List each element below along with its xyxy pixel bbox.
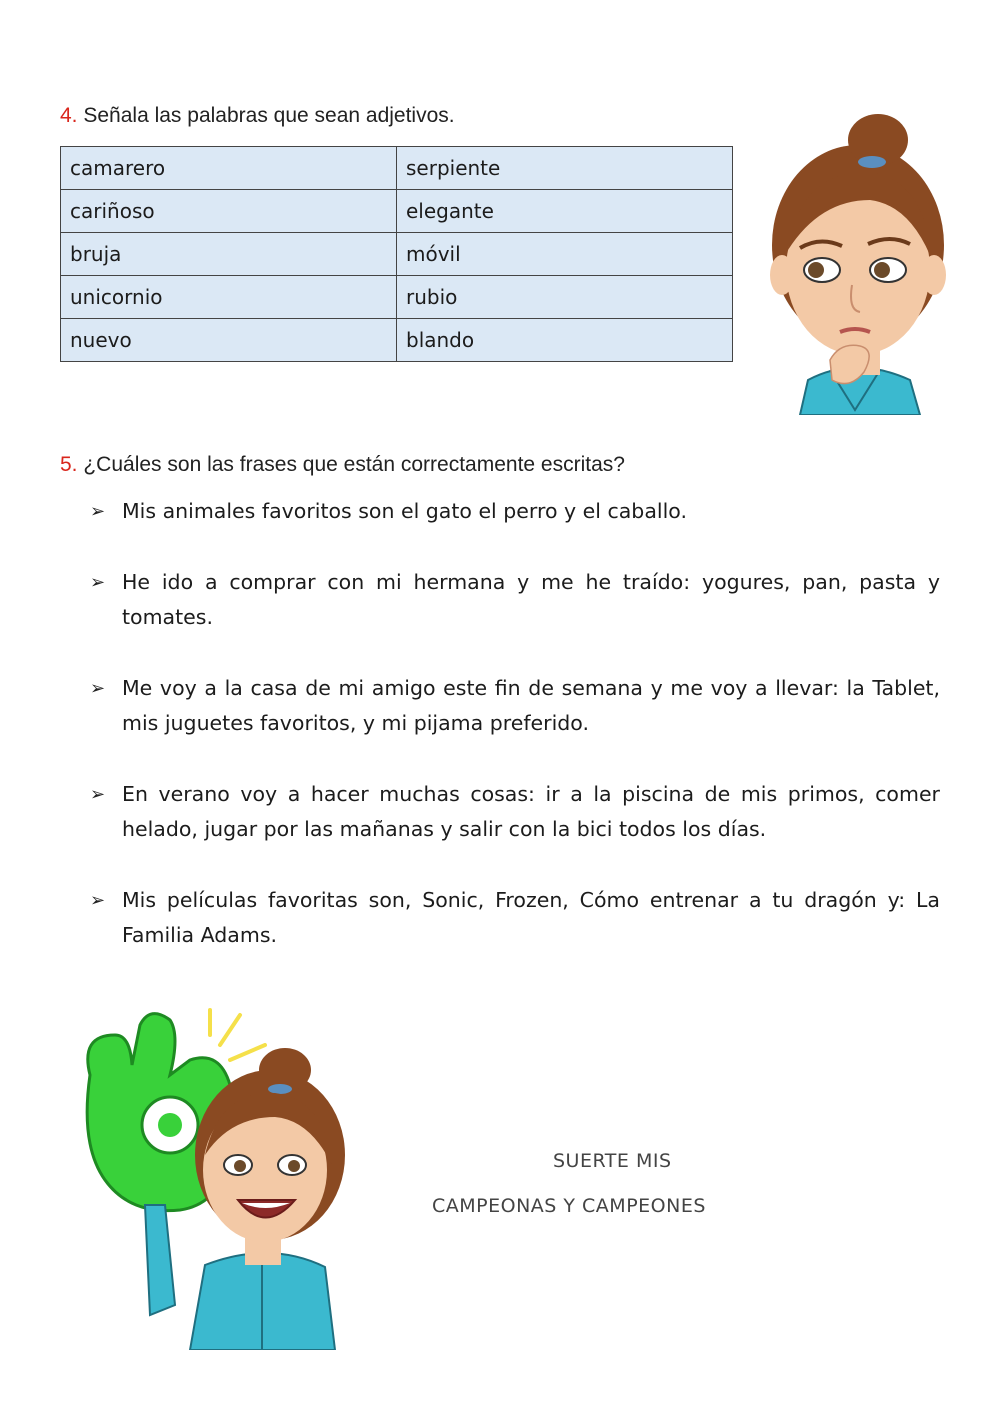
sparkle-icon [210, 1010, 265, 1060]
sentence-text: Mis animales favoritos son el gato el perro y el caballo. [122, 499, 687, 523]
question-5-number: 5. [60, 453, 78, 476]
table-row [61, 233, 733, 276]
word-cell[interactable]: cariñoso [61, 190, 397, 233]
arrow-bullet-icon: ➢ [90, 678, 106, 699]
word-cell[interactable]: camarero [61, 147, 397, 190]
question-4-number: 4. [60, 104, 78, 127]
sentence-text: En verano voy a hacer muchas cosas: ir a la piscina de mis primos, comer helado, jugar por las mañanas y salir con la bici todos los días. [122, 782, 940, 841]
table-row [61, 319, 733, 362]
arrow-bullet-icon: ➢ [90, 572, 106, 593]
adjectives-table [60, 146, 733, 362]
arrow-bullet-icon: ➢ [90, 501, 106, 522]
word-cell[interactable]: móvil [397, 233, 733, 276]
sentence-list [90, 494, 940, 989]
word-cell[interactable]: bruja [61, 233, 397, 276]
word-cell[interactable]: elegante [397, 190, 733, 233]
closing-message-line-2: CAMPEONAS Y CAMPEONES [432, 1195, 706, 1217]
sentence-text: Mis películas favoritas son, Sonic, Frozen, Cómo entrenar a tu dragón y: La Familia Adams. [122, 888, 940, 947]
word-cell[interactable]: blando [397, 319, 733, 362]
arrow-bullet-icon: ➢ [90, 890, 106, 911]
question-5-text: ¿Cuáles son las frases que están correctamente escritas? [83, 453, 625, 476]
word-cell[interactable]: unicornio [61, 276, 397, 319]
list-item[interactable] [90, 883, 940, 953]
arrow-bullet-icon: ➢ [90, 784, 106, 805]
thinking-avatar-illustration [760, 110, 950, 415]
question-4-text: Señala las palabras que sean adjetivos. [83, 104, 455, 127]
list-item[interactable] [90, 777, 940, 847]
cheering-avatar-illustration [70, 1005, 390, 1350]
word-cell[interactable]: rubio [397, 276, 733, 319]
table-row [61, 276, 733, 319]
list-item[interactable] [90, 671, 940, 741]
list-item[interactable] [90, 494, 940, 529]
table-row [61, 190, 733, 233]
closing-message-line-1: SUERTE MIS [553, 1150, 672, 1172]
word-cell[interactable]: serpiente [397, 147, 733, 190]
table-row [61, 147, 733, 190]
sentence-text: He ido a comprar con mi hermana y me he traído: yogures, pan, pasta y tomates. [122, 570, 940, 629]
list-item[interactable] [90, 565, 940, 635]
question-5-title [60, 453, 625, 477]
question-4-title [60, 104, 455, 128]
word-cell[interactable]: nuevo [61, 319, 397, 362]
sentence-text: Me voy a la casa de mi amigo este fin de semana y me voy a llevar: la Tablet, mis juguetes favoritos, y mi pijama preferido. [122, 676, 940, 735]
